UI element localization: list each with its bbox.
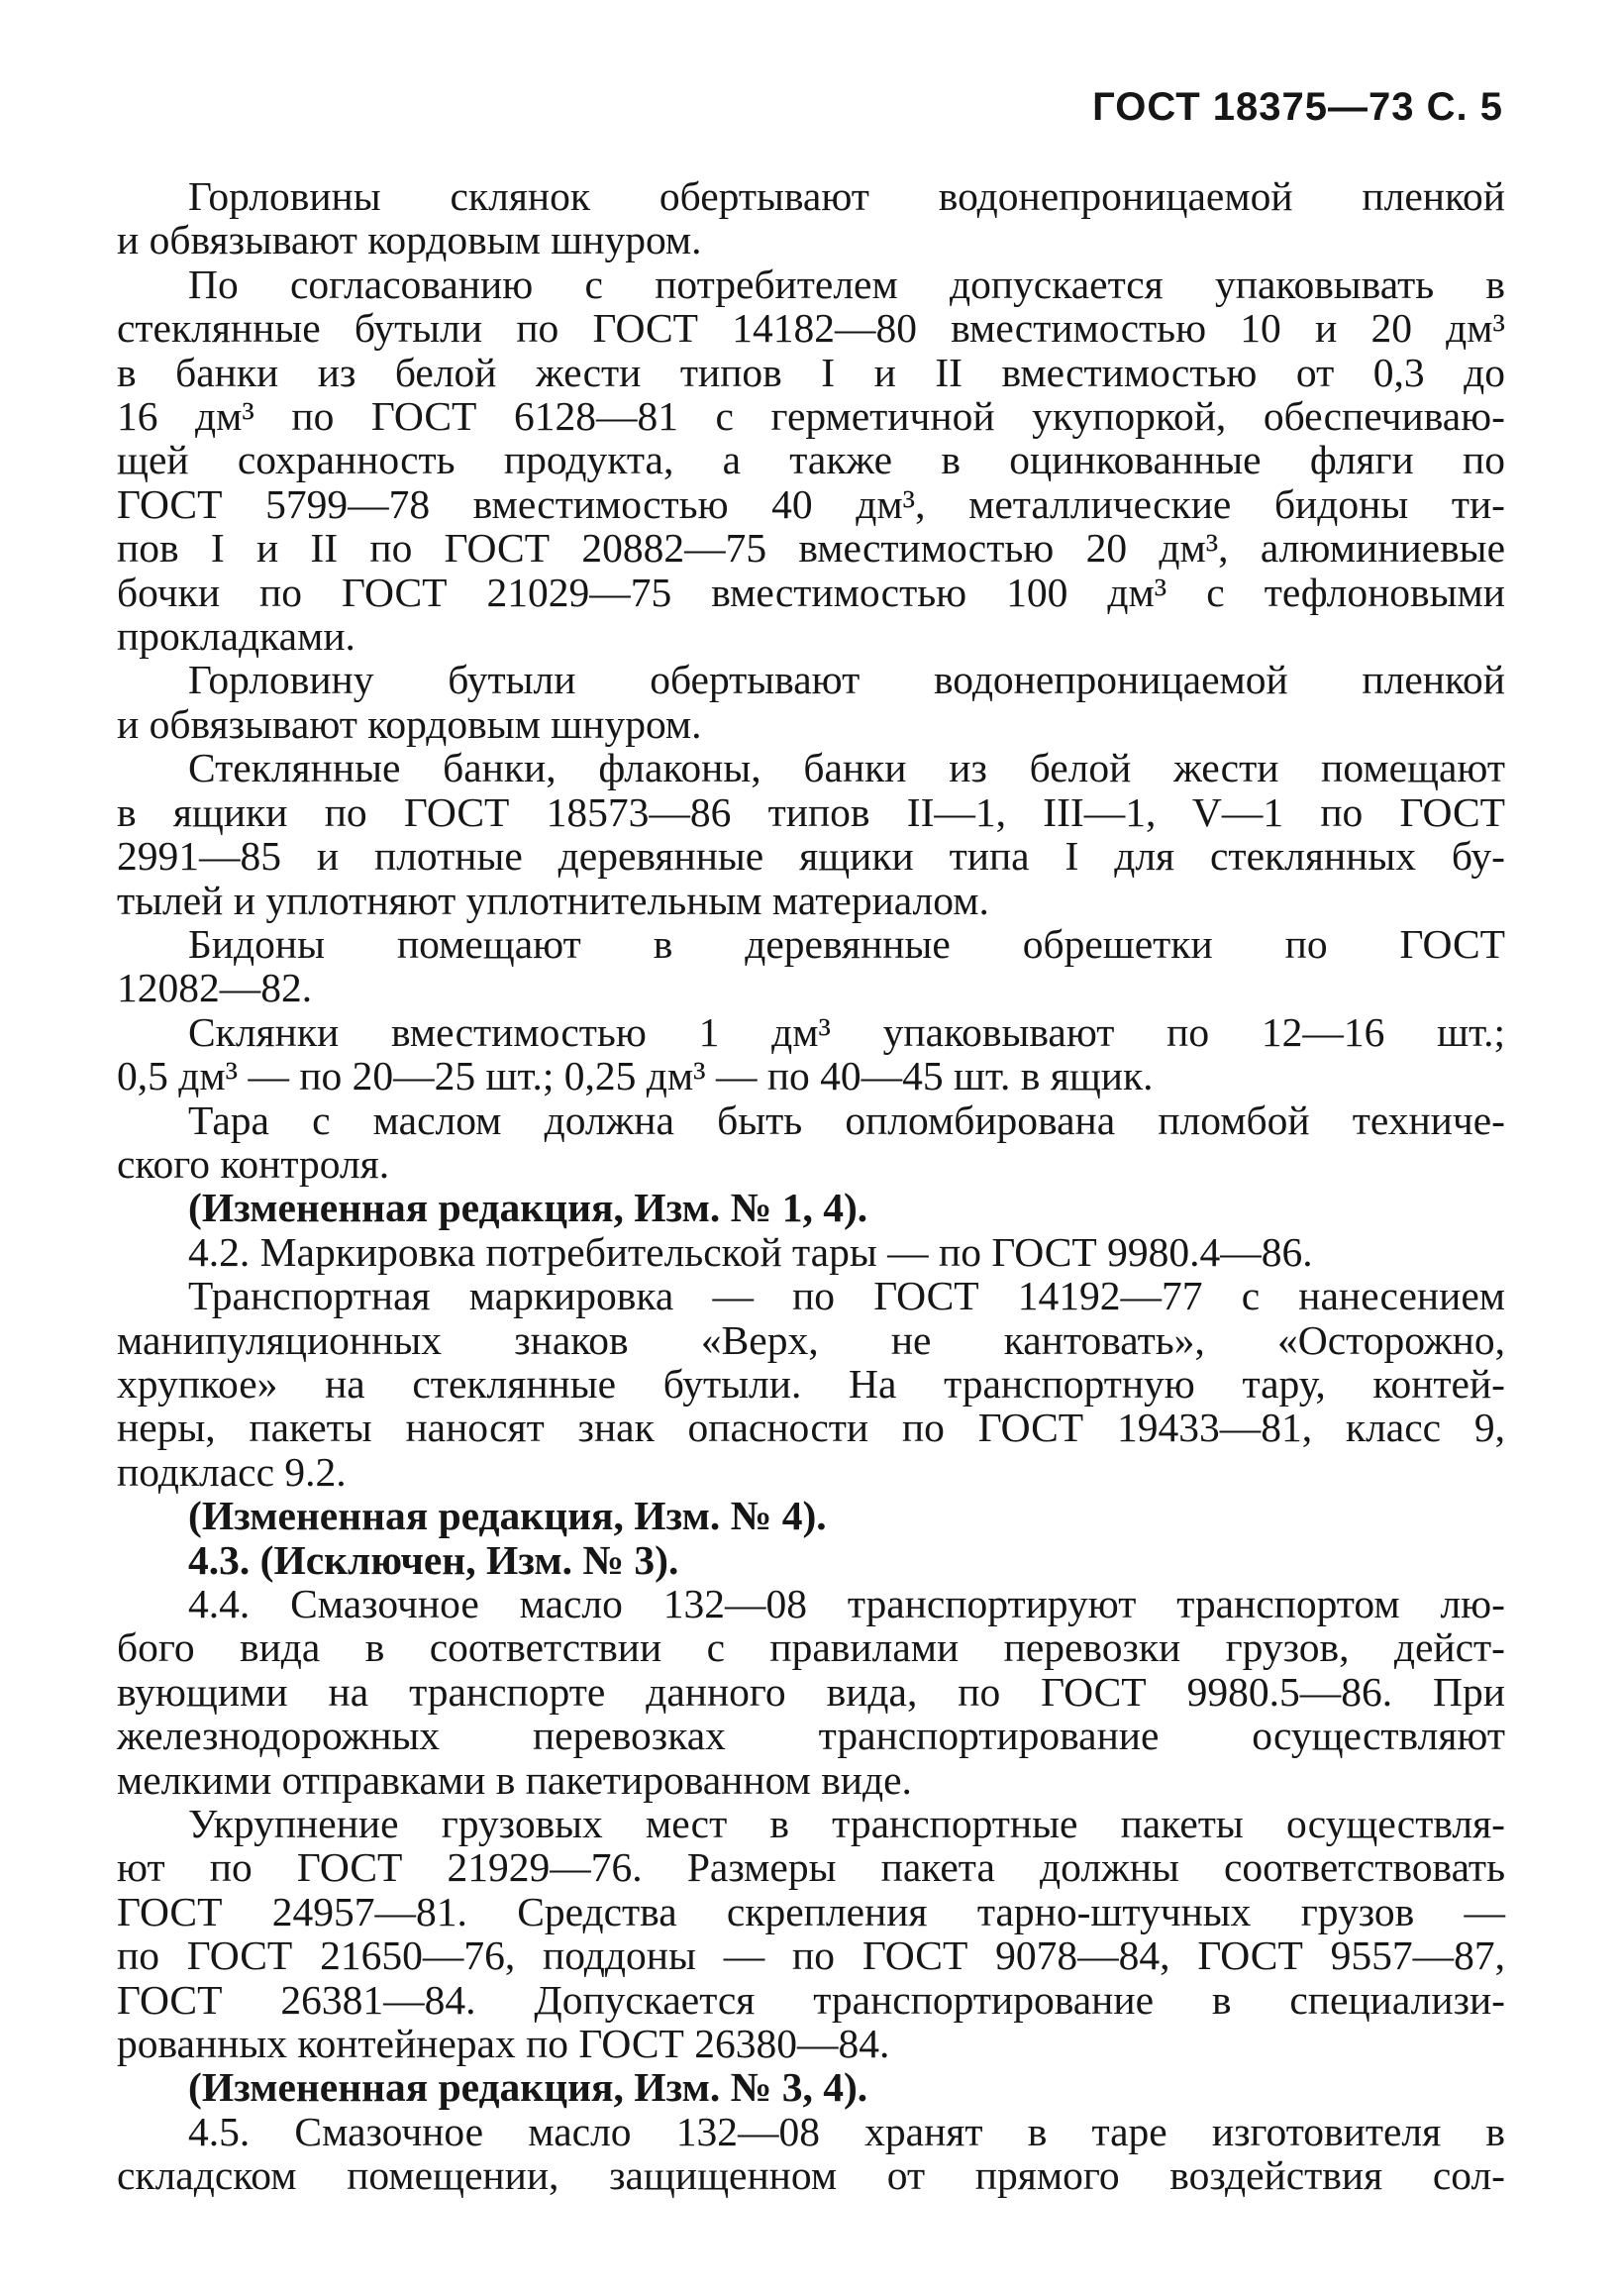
text-line: Стеклянные банки, флаконы, банки из белой жести помещают — [188, 745, 1505, 791]
text-line: 4.4. Смазочное масло 132—08 транспортируют транспортом лю- — [188, 1581, 1505, 1626]
text-line: 0,5 дм³ — по 20—25 шт.; 0,25 дм³ — по 40—45 шт. в ящик. — [117, 1053, 1154, 1099]
text-line: стеклянные бутыли по ГОСТ 14182—80 вместимостью 10 и 20 дм³ — [117, 305, 1505, 352]
text-line: и обвязывают кордовым шнуром. — [117, 217, 702, 263]
running-header: ГОСТ 18375—73 С. 5 — [1092, 85, 1503, 129]
text-line: ского контроля. — [117, 1140, 390, 1187]
text-line: железнодорожных перевозках транспортирование осуществляют — [117, 1713, 1505, 1759]
amendment-note-line: (Измененная редакция, Изм. № 4). — [188, 1493, 827, 1539]
text-line: 4.2. Маркировка потребительской тары — по ГОСТ 9980.4—86. — [188, 1228, 1313, 1275]
text-line: 4.5. Смазочное масло 132—08 хранят в таре изготовителя в — [188, 2108, 1505, 2154]
amendment-note-line: 4.3. (Исключен, Изм. № 3). — [188, 1536, 679, 1583]
text-line: Склянки вместимостью 1 дм³ упаковывают по 12—16 шт.; — [188, 1008, 1505, 1055]
text-line: 12082—82. — [117, 965, 313, 1011]
text-line: и обвязывают кордовым шнуром. — [117, 700, 702, 747]
text-line: манипуляционных знаков «Верх, не кантовать», «Осторожно, — [117, 1316, 1505, 1363]
text-line: рованных контейнерах по ГОСТ 26380—84. — [117, 2021, 890, 2067]
text-line: пов I и II по ГОСТ 20882—75 вместимостью 20 дм³, алюминиевые — [117, 525, 1505, 572]
text-line: бого вида в соответствии с правилами перевозки грузов, дейст- — [117, 1624, 1505, 1671]
text-line: бочки по ГОСТ 21029—75 вместимостью 100 дм³ с тефлоновыми — [117, 569, 1505, 615]
text-line: тылей и уплотняют уплотнительным материалом. — [117, 877, 989, 923]
amendment-note-line: (Измененная редакция, Изм. № 3, 4). — [188, 2064, 868, 2111]
body-text — [117, 174, 1505, 2198]
text-line: подкласс 9.2. — [117, 1448, 347, 1495]
text-line: Горловины склянок обертывают водонепроницаемой пленкой — [188, 173, 1505, 219]
text-line: складском помещении, защищенном от прямого воздействия сол- — [117, 2152, 1505, 2199]
text-line: мелкими отправками в пакетированном виде. — [117, 1756, 912, 1803]
text-line: ГОСТ 5799—78 вместимостью 40 дм³, металлические бидоны ти- — [117, 480, 1505, 527]
text-line: хрупкое» на стеклянные бутыли. На транспортную тару, контей- — [117, 1360, 1505, 1407]
text-line: ют по ГОСТ 21929—76. Размеры пакета должны соответствовать — [117, 1844, 1505, 1891]
text-line: Укрупнение грузовых мест в транспортные пакеты осуществля- — [188, 1801, 1505, 1847]
text-line: ГОСТ 24957—81. Средства скрепления тарно-штучных грузов — — [117, 1888, 1505, 1934]
text-line: неры, пакеты наносят знак опасности по ГОСТ 19433—81, класс 9, — [117, 1405, 1505, 1451]
text-line: в банки из белой жести типов I и II вместимостью от 0,3 до — [117, 349, 1505, 395]
text-line: 16 дм³ по ГОСТ 6128—81 с герметичной укупоркой, обеспечиваю- — [117, 393, 1505, 440]
text-line: Горловину бутыли обертывают водонепроницаемой пленкой — [188, 657, 1505, 703]
text-line: Транспортная маркировка — по ГОСТ 14192—77 с нанесением — [188, 1273, 1505, 1319]
amendment-note-line: (Измененная редакция, Изм. № 1, 4). — [188, 1185, 868, 1231]
text-line: по ГОСТ 21650—76, поддоны — по ГОСТ 9078—84, ГОСТ 9557—87, — [117, 1932, 1505, 1979]
text-line: в ящики по ГОСТ 18573—86 типов II—1, III—1, V—1 по ГОСТ — [117, 788, 1505, 835]
text-line: Бидоны помещают в деревянные обрешетки по ГОСТ — [188, 920, 1505, 967]
text-line: щей сохранность продукта, а также в оцинкованные фляги по — [117, 437, 1505, 483]
text-line: 2991—85 и плотные деревянные ящики типа I для стеклянных бу- — [117, 833, 1505, 880]
text-line: прокладками. — [117, 613, 355, 660]
text-line: Тара с маслом должна быть опломбирована пломбой техниче- — [188, 1096, 1505, 1143]
text-line: По согласованию с потребителем допускается упаковывать в — [188, 261, 1505, 307]
text-line: вующими на транспорте данного вида, по ГОСТ 9980.5—86. При — [117, 1668, 1505, 1715]
text-line: ГОСТ 26381—84. Допускается транспортирование в специализи- — [117, 1976, 1505, 2023]
